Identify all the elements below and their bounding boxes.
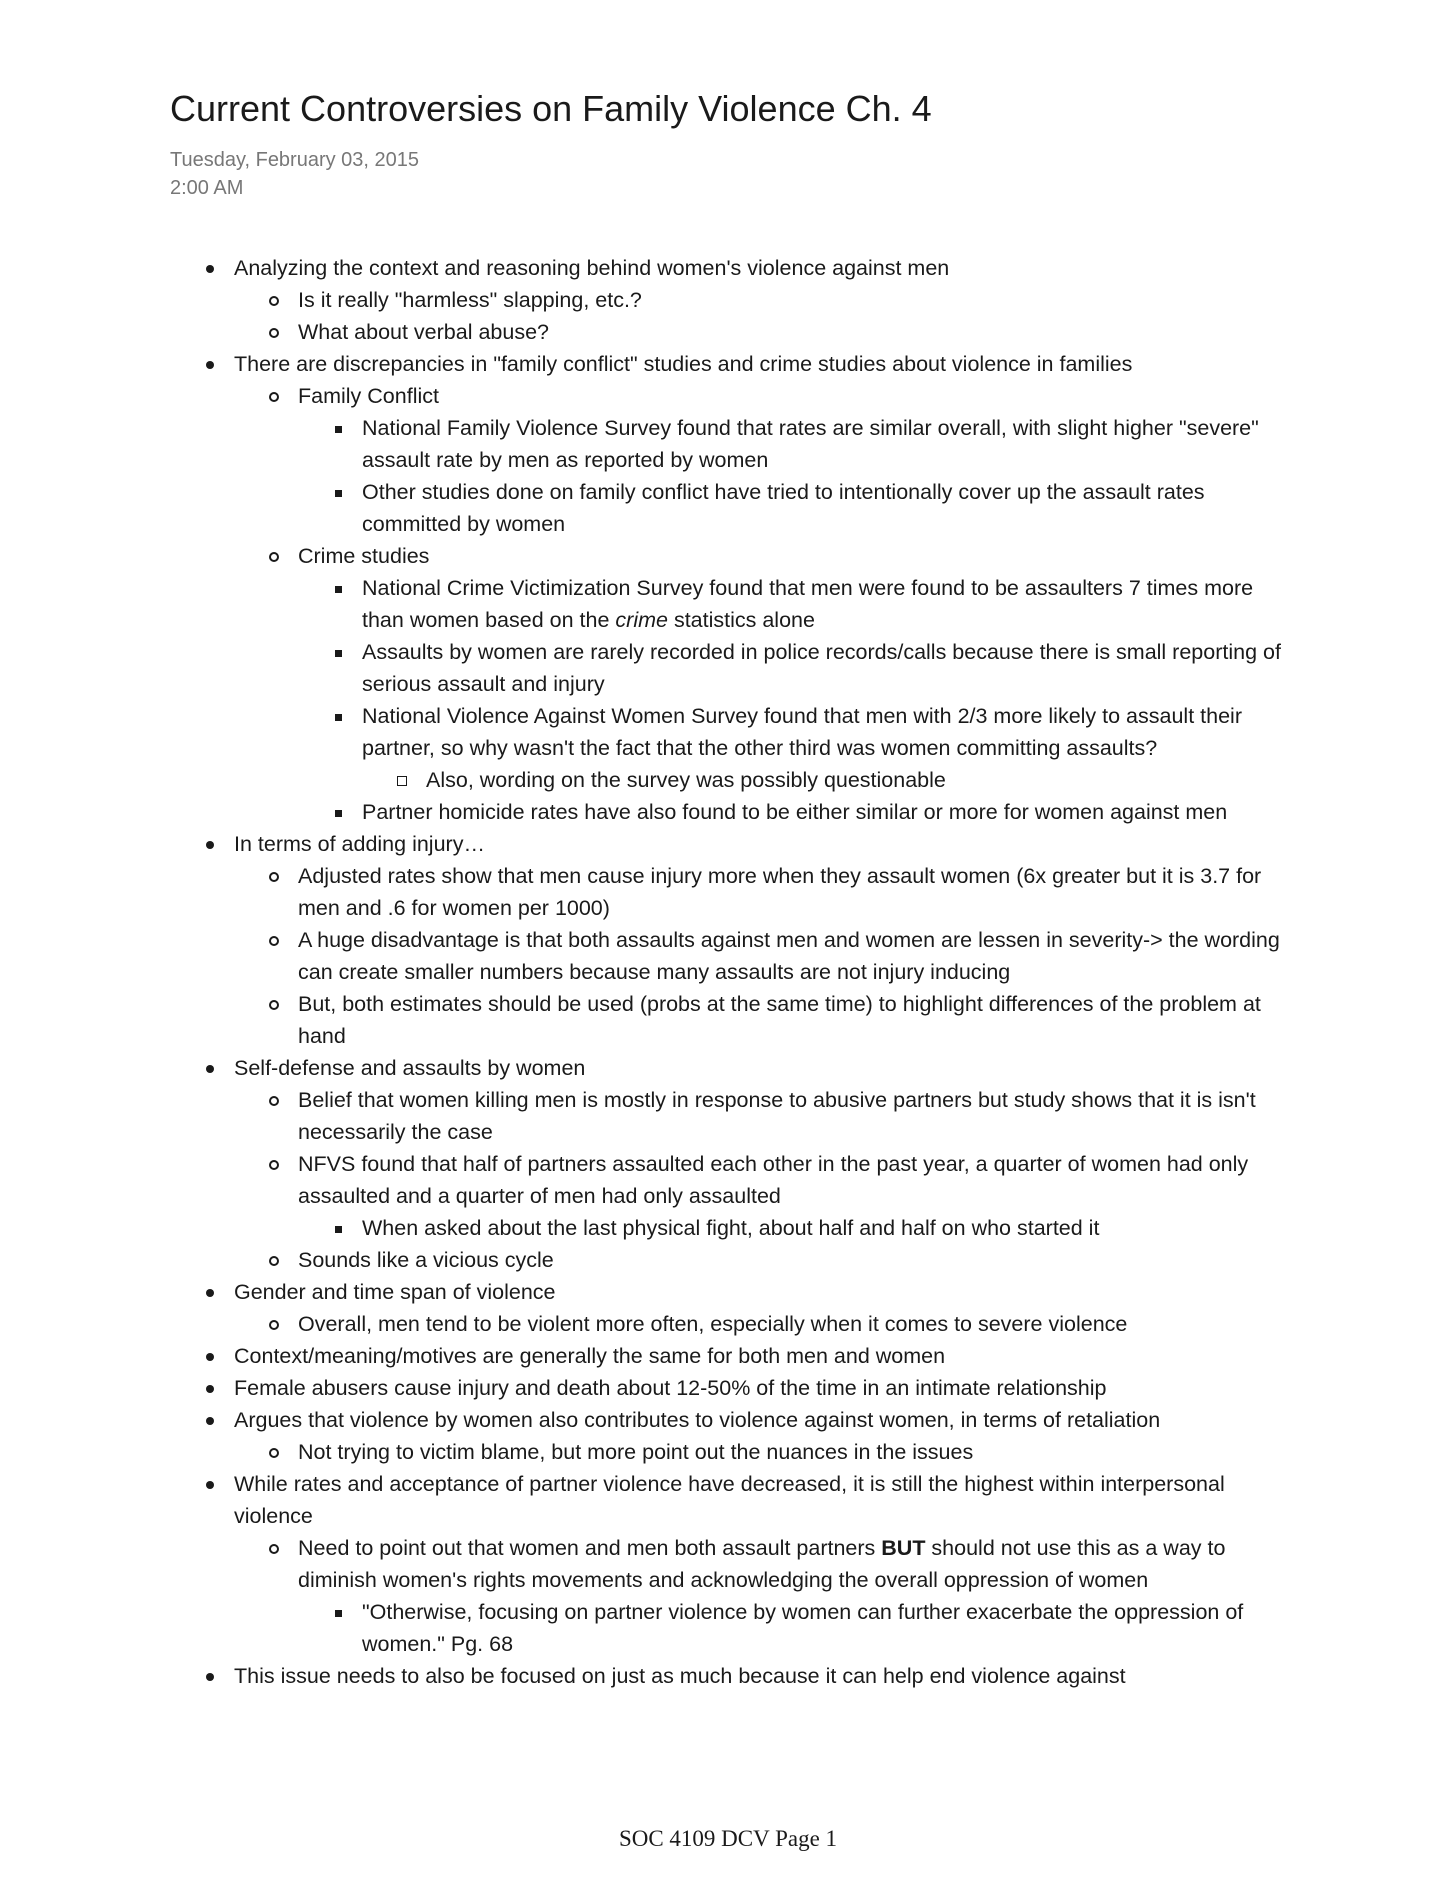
list-item — [170, 412, 1290, 476]
list-item-text: Partner homicide rates have also found to be either similar or more for women against men — [362, 800, 1228, 824]
bullet-disc-icon — [200, 1468, 220, 1500]
list-item-text: Not trying to victim blame, but more point out the nuances in the issues — [298, 1440, 974, 1464]
bullet-square-icon — [328, 572, 348, 604]
list-item-text: Analyzing the context and reasoning behind women's violence against men — [234, 256, 950, 280]
list-item-text: But, both estimates should be used (probs at the same time) to highlight differences of the problem at hand — [298, 992, 1261, 1048]
bullet-square-icon — [328, 1212, 348, 1244]
list-item — [170, 540, 1290, 572]
list-item-text: NFVS found that half of partners assaulted each other in the past year, a quarter of women had only assaulted and a quarter of men had only assaulted — [298, 1152, 1249, 1208]
list-item-text: Need to point out that women and men both assault partners BUT should not use this as a way to diminish women's rights movements and acknowledging the overall oppression of women — [298, 1536, 1226, 1592]
list-item-text: In terms of adding injury… — [234, 832, 485, 856]
list-item — [170, 348, 1290, 380]
list-item — [170, 572, 1290, 636]
list-item — [170, 1276, 1290, 1308]
list-item-text: Argues that violence by women also contributes to violence against women, in terms of retaliation — [234, 1408, 1161, 1432]
date-text: Tuesday, February 03, 2015 — [170, 149, 420, 171]
bullet-disc-icon — [200, 1660, 220, 1692]
bullet-disc-icon — [200, 1340, 220, 1372]
list-item — [170, 1660, 1290, 1692]
bullet-disc-icon — [200, 828, 220, 860]
list-item-text: Family Conflict — [298, 384, 439, 408]
list-item-text: Context/meaning/motives are generally the same for both men and women — [234, 1344, 946, 1368]
bullet-circle-icon — [264, 1084, 284, 1116]
list-item-text: Assaults by women are rarely recorded in police records/calls because there is small reporting of serious assault and injury — [362, 640, 1281, 696]
list-item — [170, 1052, 1290, 1084]
bullet-disc-icon — [200, 1276, 220, 1308]
bullet-circle-icon — [264, 1308, 284, 1340]
list-item-text: Sounds like a vicious cycle — [298, 1248, 554, 1272]
bullet-disc-icon — [200, 252, 220, 284]
list-item-text: "Otherwise, focusing on partner violence by women can further exacerbate the oppression of women." Pg. 68 — [362, 1600, 1244, 1656]
list-item-text: Belief that women killing men is mostly in response to abusive partners but study shows that it is isn't necessarily the case — [298, 1088, 1256, 1144]
list-item-text: Other studies done on family conflict have tried to intentionally cover up the assault rates committed by women — [362, 480, 1205, 536]
list-item — [170, 636, 1290, 700]
bullet-circle-icon — [264, 1436, 284, 1468]
list-item — [170, 924, 1290, 988]
list-item-text: Female abusers cause injury and death about 12-50% of the time in an intimate relationship — [234, 1376, 1107, 1400]
list-item-text: Crime studies — [298, 544, 430, 568]
list-item-text: Gender and time span of violence — [234, 1280, 556, 1304]
list-item — [170, 316, 1290, 348]
list-item — [170, 700, 1290, 764]
list-item — [170, 252, 1290, 284]
bullet-circle-icon — [264, 1244, 284, 1276]
notes-outline — [170, 252, 1290, 1692]
bullet-square-icon — [328, 412, 348, 444]
bullet-disc-icon — [200, 1372, 220, 1404]
list-item — [170, 1148, 1290, 1212]
list-item — [170, 1340, 1290, 1372]
list-item — [170, 1212, 1290, 1244]
list-item-text: National Violence Against Women Survey found that men with 2/3 more likely to assault their partner, so why wasn't the fact that the other third was women committing assaults? — [362, 704, 1242, 760]
list-item-text: Is it really "harmless" slapping, etc.? — [298, 288, 642, 312]
list-item-text: Overall, men tend to be violent more often, especially when it comes to severe violence — [298, 1312, 1128, 1336]
bullet-square-icon — [328, 796, 348, 828]
bullet-disc-icon — [200, 1052, 220, 1084]
bullet-circle-icon — [264, 988, 284, 1020]
list-item — [170, 1404, 1290, 1436]
list-item — [170, 860, 1290, 924]
list-item-text: National Family Violence Survey found that rates are similar overall, with slight higher "severe" assault rate by men as reported by women — [362, 416, 1259, 472]
time-text: 2:00 AM — [170, 177, 244, 199]
bullet-circle-icon — [264, 1148, 284, 1180]
list-item-text: Also, wording on the survey was possibly questionable — [426, 768, 946, 792]
bullet-circle-icon — [264, 380, 284, 412]
date-stamp — [170, 146, 419, 202]
bullet-disc-icon — [200, 348, 220, 380]
bullet-circle-icon — [264, 860, 284, 892]
bullet-square-icon — [328, 1596, 348, 1628]
list-item — [170, 1308, 1290, 1340]
bullet-circle-icon — [264, 924, 284, 956]
list-item-text: Self-defense and assaults by women — [234, 1056, 586, 1080]
emphasis-text: crime — [615, 608, 668, 632]
bullet-square-icon — [328, 700, 348, 732]
bullet-disc-icon — [200, 1404, 220, 1436]
bullet-list — [170, 252, 1290, 1692]
page-title: Current Controversies on Family Violence Ch. 4 — [170, 88, 932, 129]
bullet-square-icon — [328, 476, 348, 508]
list-item — [170, 1468, 1290, 1532]
list-item — [170, 1532, 1290, 1596]
list-item-text: When asked about the last physical fight, about half and half on who started it — [362, 1216, 1100, 1240]
bullet-circle-icon — [264, 1532, 284, 1564]
list-item — [170, 476, 1290, 540]
list-item — [170, 828, 1290, 860]
bullet-circle-icon — [264, 284, 284, 316]
list-item — [170, 1244, 1290, 1276]
page-footer: SOC 4109 DCV Page 1 — [618, 1826, 838, 1851]
list-item-text: Adjusted rates show that men cause injury more when they assault women (6x greater but it is 3.7 for men and .6 for women per 1000) — [298, 864, 1262, 920]
list-item — [170, 1436, 1290, 1468]
emphasis-text: BUT — [881, 1536, 926, 1560]
list-item-text: A huge disadvantage is that both assaults against men and women are lessen in severity-> the wording can create smaller numbers because many assaults are not injury inducing — [298, 928, 1280, 984]
list-item-text: What about verbal abuse? — [298, 320, 549, 344]
bullet-hollow-square-icon — [392, 764, 412, 796]
list-item-text: While rates and acceptance of partner violence have decreased, it is still the highest within interpersonal violence — [234, 1472, 1225, 1528]
list-item — [170, 764, 1290, 796]
list-item-text: This issue needs to also be focused on just as much because it can help end violence against — [234, 1664, 1126, 1688]
bullet-circle-icon — [264, 540, 284, 572]
list-item — [170, 380, 1290, 412]
list-item — [170, 1084, 1290, 1148]
list-item — [170, 1596, 1290, 1660]
list-item-text: National Crime Victimization Survey found that men were found to be assaulters 7 times more than women based on the crime statistics alone — [362, 576, 1254, 632]
list-item — [170, 796, 1290, 828]
bullet-circle-icon — [264, 316, 284, 348]
list-item-text: There are discrepancies in "family conflict" studies and crime studies about violence in families — [234, 352, 1133, 376]
list-item — [170, 1372, 1290, 1404]
bullet-square-icon — [328, 636, 348, 668]
list-item — [170, 284, 1290, 316]
list-item — [170, 988, 1290, 1052]
